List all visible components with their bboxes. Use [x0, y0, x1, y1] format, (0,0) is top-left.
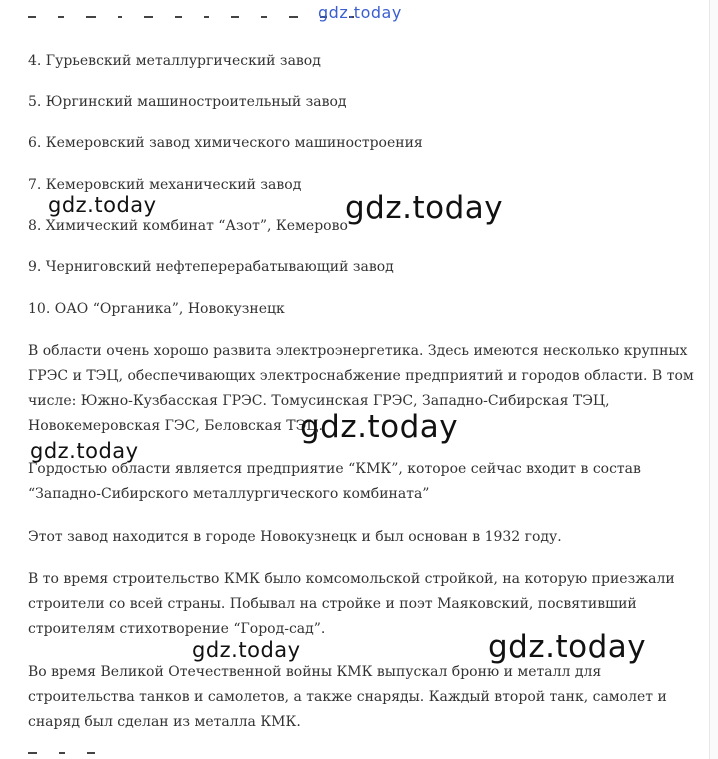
paragraph-line: снаряд был сделан из металла КМК. — [28, 714, 301, 730]
list-item: 4. Гурьевский металлургический завод — [28, 53, 321, 69]
scrollbar[interactable] — [709, 0, 718, 759]
paragraph-line: Гордостью области является предприятие “КМК”, которое сейчас входит в состав — [28, 461, 641, 477]
paragraph-line: строители со всей страны. Побывал на стройке и поэт Маяковский, посвятивший — [28, 596, 637, 612]
list-item: 5. Юргинский машиностроительный завод — [28, 94, 347, 110]
clipped-text-bottom — [28, 752, 117, 758]
list-item: 8. Химический комбинат “Азот”, Кемерово — [28, 218, 348, 234]
watermark: gdz.today — [30, 439, 139, 463]
watermark: gdz.today — [48, 193, 157, 217]
paragraph-line: ГРЭС и ТЭЦ, обеспечивающих электроснабжение предприятий и городов области. В том — [28, 368, 694, 384]
watermark-top: gdz.today — [318, 3, 402, 22]
paragraph-line: Во время Великой Отечественной войны КМК выпускал броню и металл для — [28, 664, 602, 680]
watermark: gdz.today — [345, 190, 504, 226]
paragraph-line: строительства танков и самолетов, а также снаряды. Каждый второй танк, самолет и — [28, 689, 667, 705]
watermark: gdz.today — [192, 638, 301, 662]
paragraph-line: В области очень хорошо развита электроэнергетика. Здесь имеются несколько крупных — [28, 343, 688, 359]
watermark: gdz.today — [488, 629, 647, 665]
list-item: 6. Кемеровский завод химического машиностроения — [28, 135, 423, 151]
paragraph-line: Новокемеровская ГЭС, Беловская ТЭЦ. — [28, 418, 323, 434]
paragraph-line: Этот завод находится в городе Новокузнецк и был основан в 1932 году. — [28, 529, 562, 545]
paragraph-line: В то время строительство КМК было комсомольской стройкой, на которую приезжали — [28, 571, 675, 587]
list-item: 9. Черниговский нефтеперерабатывающий завод — [28, 259, 394, 275]
watermark: gdz.today — [300, 409, 459, 445]
paragraph-line: “Западно-Сибирского металлургического комбината” — [28, 486, 430, 502]
paragraph-line: числе: Южно-Кузбасская ГРЭС. Томусинская ГРЭС, Западно-Сибирская ТЭЦ, — [28, 393, 610, 409]
paragraph-line: строителям стихотворение “Город-сад”. — [28, 621, 326, 637]
list-item: 7. Кемеровский механический завод — [28, 177, 302, 193]
list-item: 10. ОАО “Органика”, Новокузнецк — [28, 301, 285, 317]
